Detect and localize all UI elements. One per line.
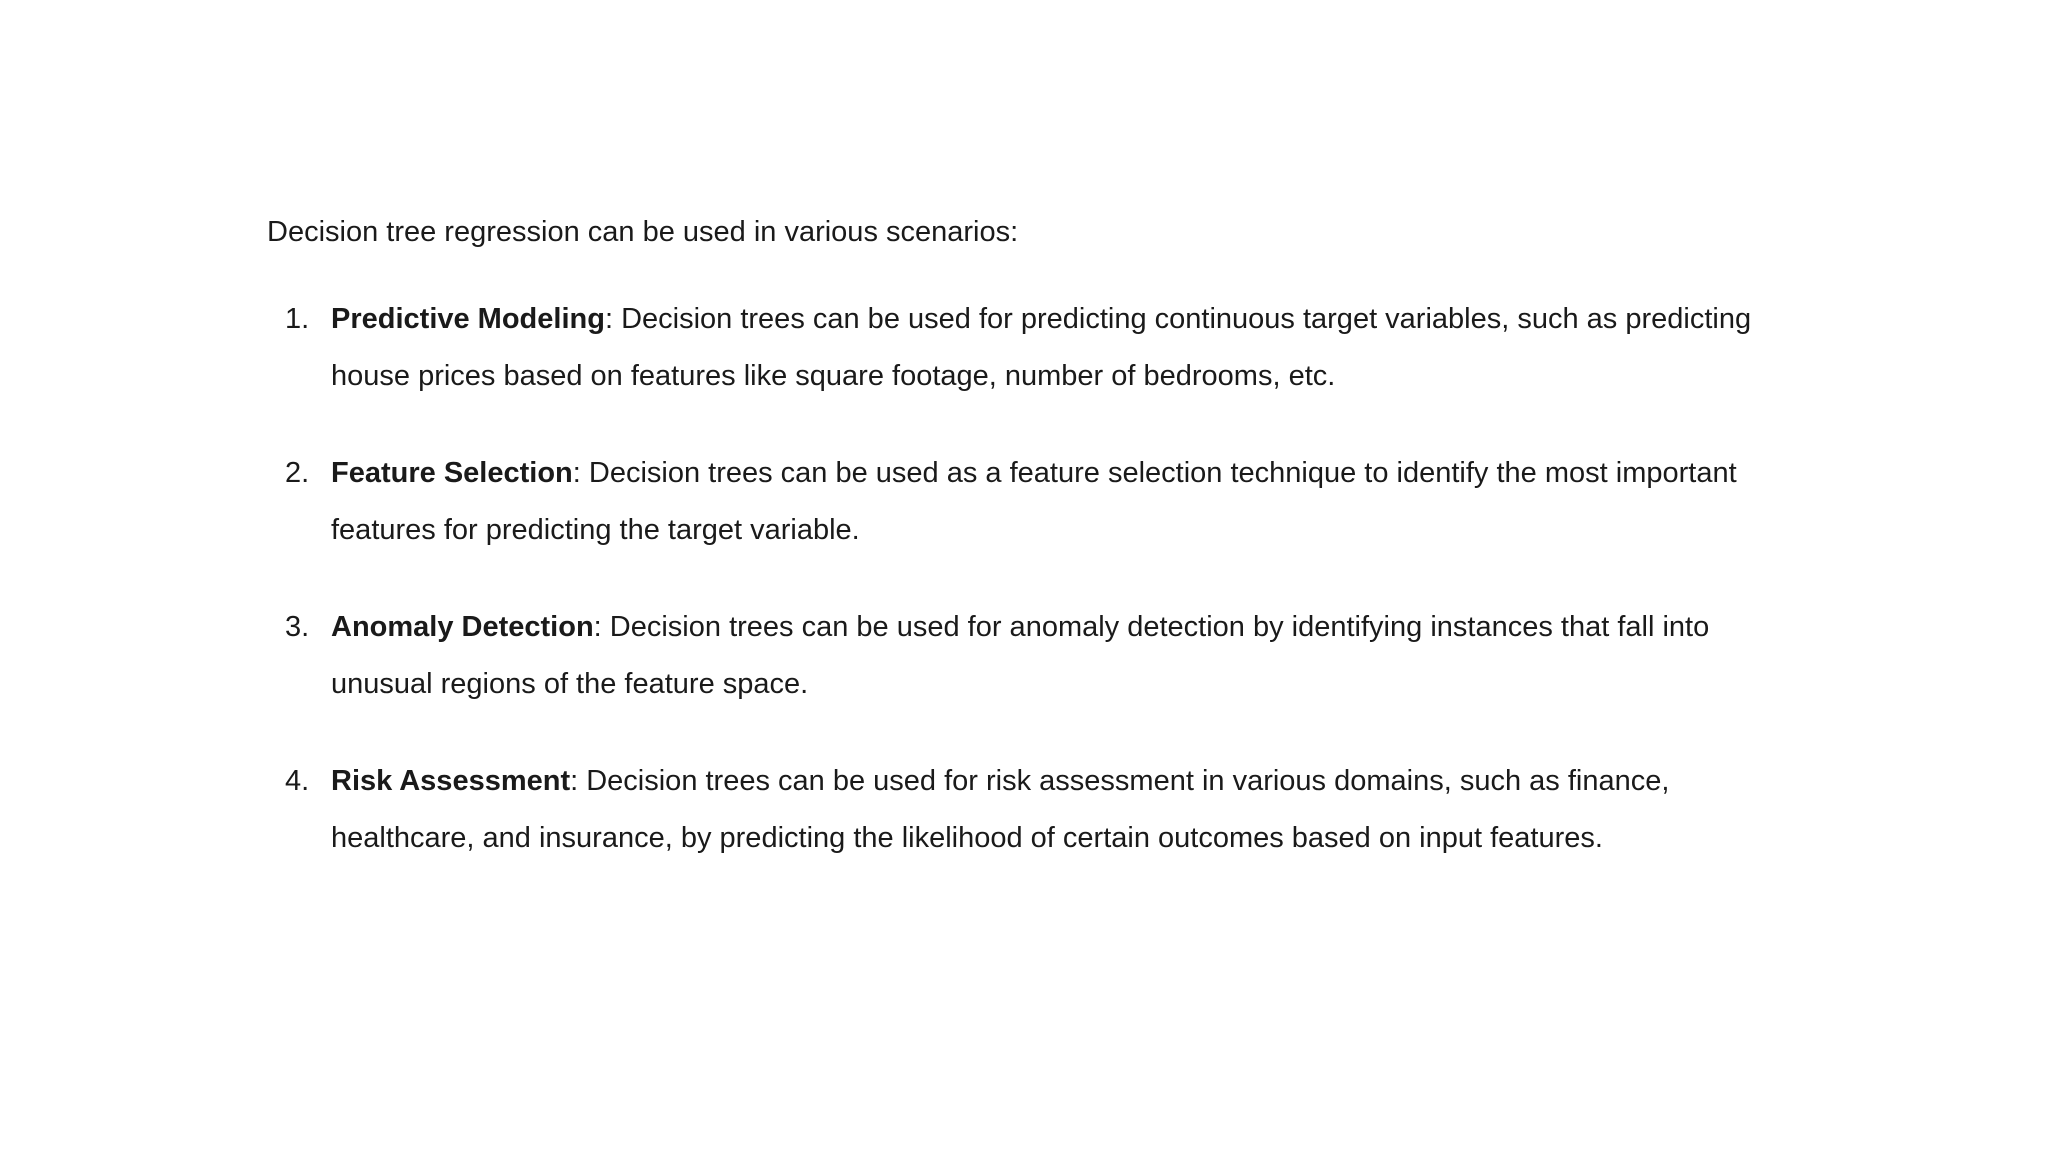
list-item — [267, 445, 1767, 559]
list-number: 3. — [285, 611, 310, 643]
list-item-term: Anomaly Detection — [331, 611, 594, 643]
list-item-separator: : — [570, 765, 579, 797]
document-content — [267, 212, 1767, 907]
list-item — [267, 291, 1767, 405]
list-item — [267, 753, 1767, 867]
list-item — [267, 599, 1767, 713]
list-item-term: Feature Selection — [331, 457, 573, 489]
list-number: 1. — [285, 303, 310, 335]
list-number: 2. — [285, 457, 310, 489]
list-item-description: Decision trees can be used for predicting continuous target variables, such as predicting house prices based on features like square footage, number of bedrooms, etc. — [331, 303, 1752, 392]
intro-paragraph: Decision tree regression can be used in various scenarios: — [267, 216, 1019, 248]
list-item-description: Decision trees can be used as a feature selection technique to identify the most important features for predicting the target variable. — [331, 457, 1737, 546]
scenario-list — [267, 291, 1767, 867]
list-item-separator: : — [572, 457, 581, 489]
list-item-term: Predictive Modeling — [331, 303, 605, 335]
list-item-description: Decision trees can be used for risk assessment in various domains, such as finance, healthcare, and insurance, by predicting the likelihood of certain outcomes based on input features. — [331, 765, 1670, 854]
list-number: 4. — [285, 765, 310, 797]
list-item-description: Decision trees can be used for anomaly detection by identifying instances that fall into unusual regions of the feature space. — [331, 611, 1710, 700]
list-item-separator: : — [604, 303, 614, 335]
list-item-separator: : — [593, 611, 602, 643]
list-item-term: Risk Assessment — [331, 765, 571, 797]
